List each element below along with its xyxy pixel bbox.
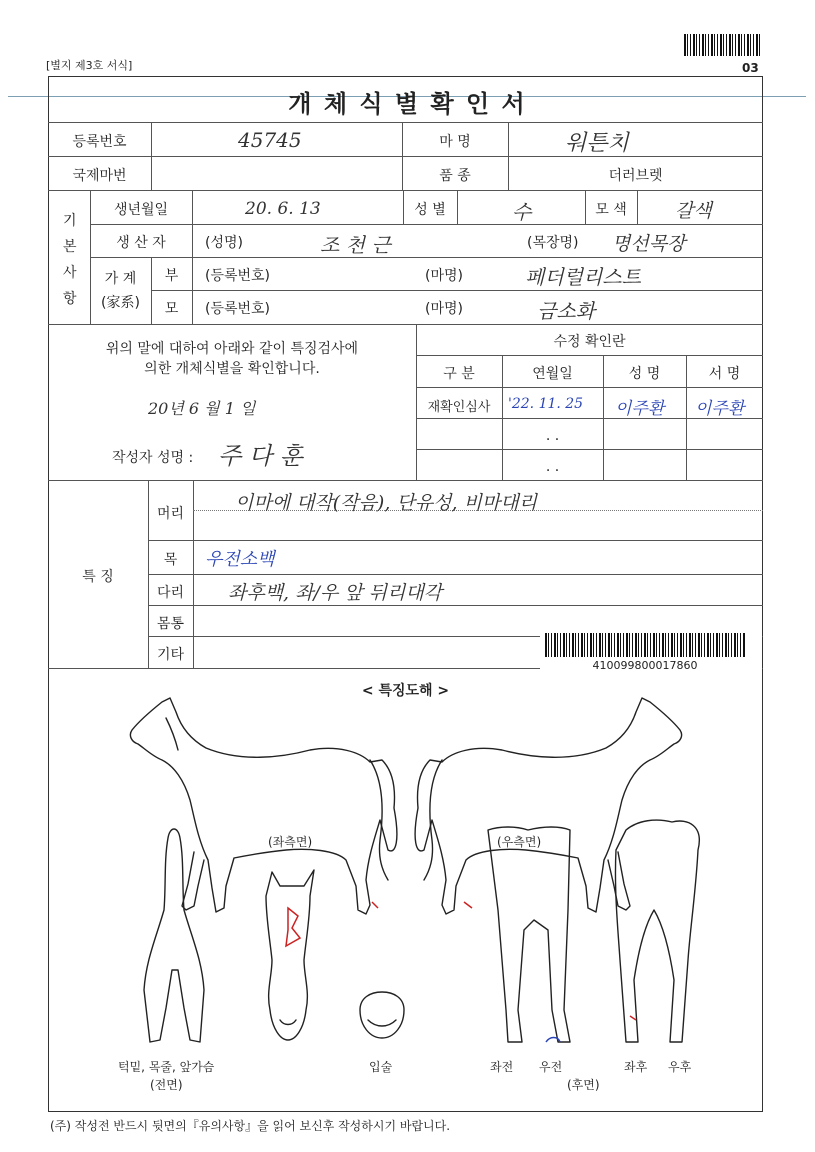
revision-row-date: '22. 11. 25 [508, 396, 584, 412]
top-barcode [684, 34, 762, 56]
dam-name-value: 금소화 [537, 299, 595, 323]
revision-title: 수정 확인란 [553, 334, 626, 350]
form-label: [별지 제3호 서식] [46, 59, 133, 72]
horse-name-label: 마 명 [439, 134, 471, 150]
sire-name-value: 페더럴리스트 [525, 265, 641, 289]
sticker-barcode-number: 410099800017860 [592, 659, 698, 672]
rear-left-caption: 좌후 [624, 1060, 648, 1074]
writer-sign: 주 다 훈 [218, 442, 303, 470]
revision-col-date: 연월일 [532, 366, 573, 382]
confirm-statement-2: 의한 개체식별을 확인합니다. [144, 361, 320, 377]
dam-reg-no-label: (등록번호) [205, 301, 271, 317]
color-value: 갈색 [675, 200, 712, 222]
front-right-caption: 우전 [539, 1060, 563, 1074]
basic-section-label-1: 기 [63, 213, 77, 229]
legs-value: 좌후백, 좌/우 앞 뒤리대각 [228, 582, 443, 604]
color-label: 모 색 [595, 202, 627, 218]
dam-label: 모 [164, 301, 179, 317]
revision-col-type: 구 분 [443, 366, 475, 382]
neck-label: 목 [163, 552, 178, 568]
revision-row-type: 재확인심사 [427, 400, 491, 415]
breed-value: 더러브렛 [608, 168, 663, 184]
producer-name-value: 조 천 근 [320, 233, 391, 257]
sire-reg-no-label: (등록번호) [205, 268, 271, 284]
breed-label: 품 종 [439, 168, 471, 184]
producer-name-label: (성명) [205, 235, 243, 251]
form-title: 개 체 식 별 확 인 서 [288, 90, 527, 118]
confirm-statement-1: 위의 말에 대하여 아래와 같이 특징검사에 [105, 341, 359, 357]
page-code: 03 [742, 61, 759, 75]
farm-value: 명선목장 [612, 233, 686, 255]
front-view-horse [144, 829, 204, 1042]
legs-label: 다리 [156, 585, 185, 601]
sire-label: 부 [164, 268, 179, 284]
basic-section-label-2: 본 [63, 239, 77, 255]
diagram-title: < 특징도해 > [361, 683, 450, 699]
head-value: 이마에 대작(작음), 단유성, 비마대리 [235, 492, 537, 514]
revision-row-sign: 이주환 [695, 399, 745, 419]
reg-no-value: 45745 [238, 128, 302, 152]
rear-right-caption: 우후 [668, 1060, 692, 1074]
right-side-caption: (우측면) [497, 835, 542, 849]
front-legs-view [488, 827, 570, 1042]
footer-note: (주) 작성전 반드시 뒷면의『유의사항』을 읽어 보신후 작성하시기 바랍니다. [50, 1119, 451, 1133]
horse-diagram [48, 690, 763, 1110]
reg-no-label: 등록번호 [72, 134, 127, 150]
body-label: 몸통 [156, 616, 185, 632]
writer-label: 작성자 성명 : [112, 450, 194, 466]
right-side-horse [415, 698, 681, 914]
revision-row-3-date: . . [545, 459, 560, 475]
left-side-caption: (좌측면) [268, 835, 313, 849]
confirm-date: 20년 6 월 1 일 [148, 399, 256, 418]
family-label: 가 계 [104, 271, 137, 287]
dam-name-label: (마명) [425, 301, 463, 317]
head-label: 머리 [156, 506, 185, 522]
revision-row-2-date: . . [545, 428, 560, 444]
rear-caption: (후면) [567, 1078, 600, 1092]
sex-value: 수 [512, 200, 532, 224]
rear-view [615, 820, 699, 1042]
lips-caption: 입술 [369, 1060, 393, 1074]
neck-value: 우전소백 [205, 549, 275, 570]
basic-section-label-3: 사 [63, 265, 77, 281]
revision-col-sign: 서 명 [708, 366, 741, 382]
revision-row-name: 이주환 [615, 399, 665, 419]
other-label: 기타 [156, 647, 185, 663]
producer-label: 생 산 자 [116, 235, 166, 251]
front-caption-view: (전면) [150, 1078, 183, 1092]
features-section-label: 특 징 [82, 569, 114, 585]
sticker-barcode [545, 633, 745, 657]
lips [360, 992, 404, 1038]
left-side-horse [130, 698, 396, 914]
revision-col-name: 성 명 [628, 366, 661, 382]
birth-value: 20. 6. 13 [245, 199, 321, 219]
birth-label: 생년월일 [113, 202, 169, 218]
head-front [266, 870, 314, 1040]
intl-no-label: 국제마번 [72, 168, 127, 184]
front-left-caption: 좌전 [490, 1060, 514, 1074]
sex-label: 성 별 [414, 202, 446, 218]
horse-name-value: 워튼치 [565, 131, 629, 156]
family-label-hanja: (家系) [101, 295, 140, 311]
farm-label: (목장명) [527, 235, 579, 251]
front-caption: 턱밑, 목줄, 앞가슴 [118, 1060, 215, 1074]
sire-name-label: (마명) [425, 268, 463, 284]
basic-section-label-4: 항 [63, 291, 77, 307]
